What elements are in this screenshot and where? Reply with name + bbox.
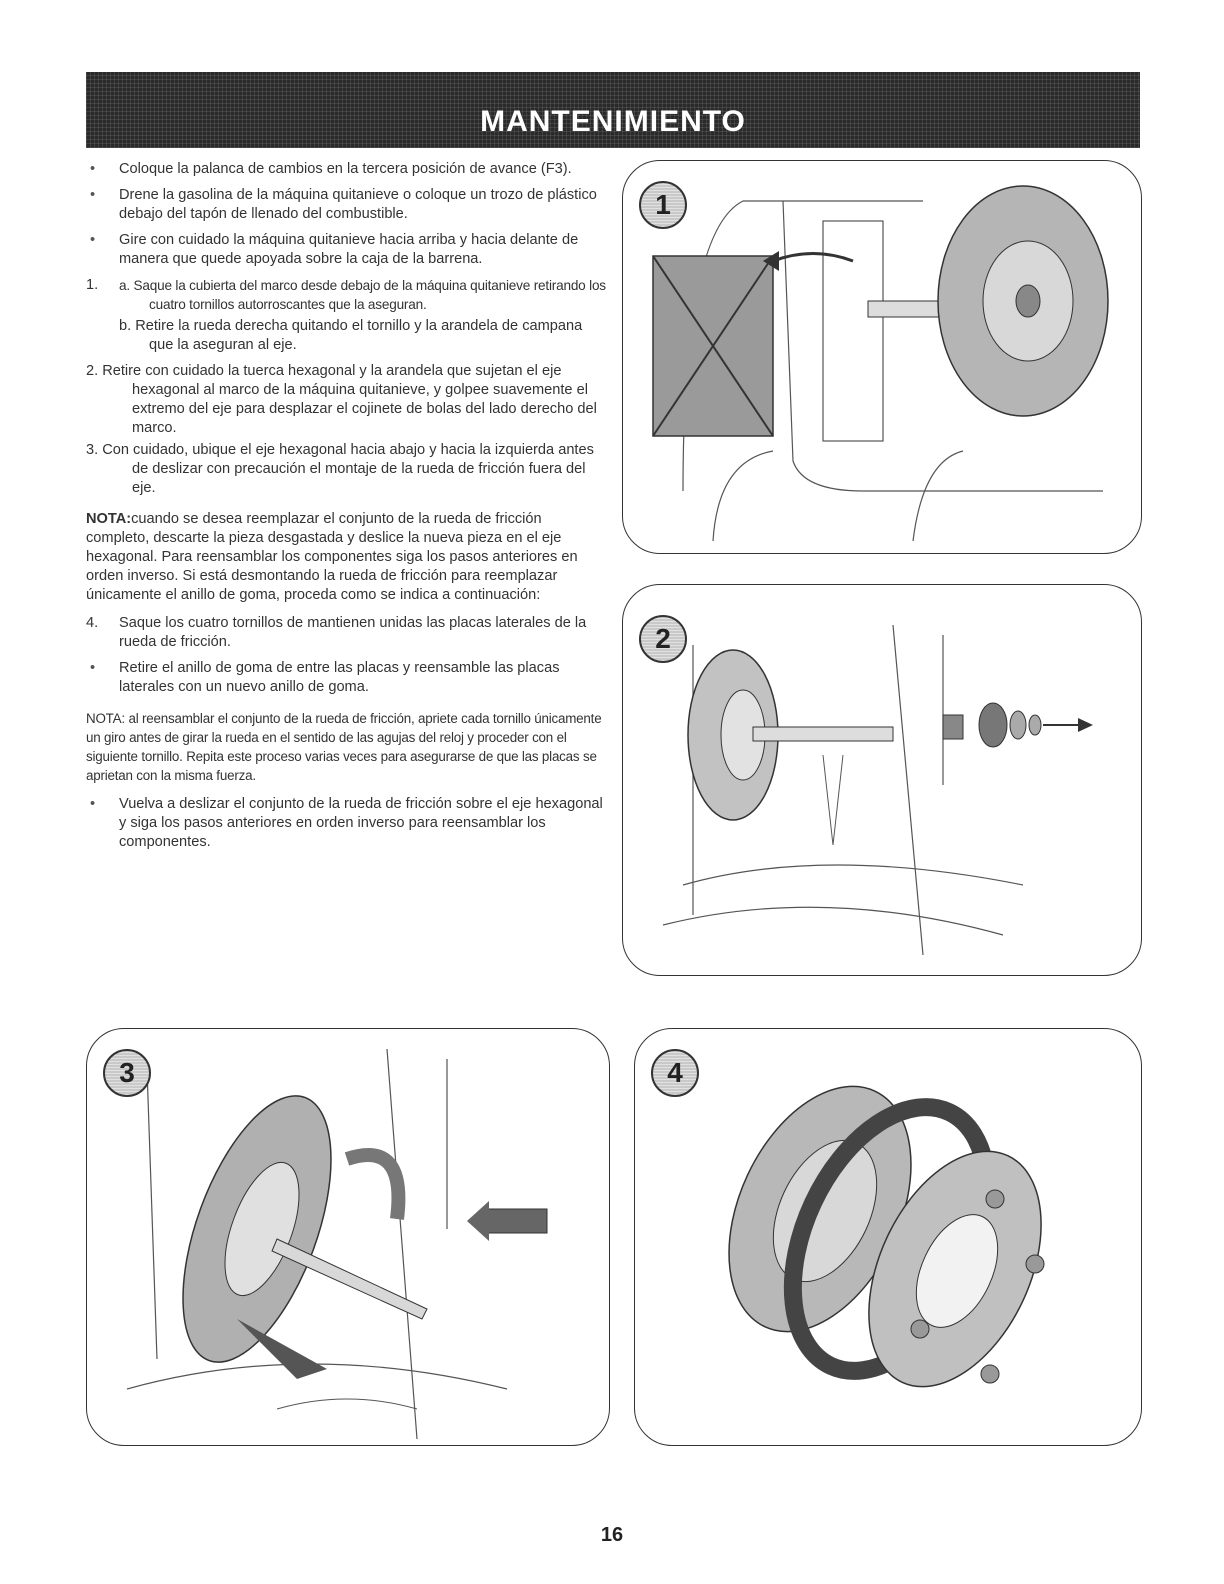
step-1 xyxy=(86,276,608,314)
step-3-wrap xyxy=(86,441,608,498)
figure-2 xyxy=(622,584,1142,976)
bolt xyxy=(1026,1255,1044,1273)
figure-3 xyxy=(86,1028,610,1446)
instructions-column xyxy=(86,160,608,859)
section-title: MANTENIMIENTO xyxy=(480,105,746,138)
spring xyxy=(277,1399,417,1409)
bolt xyxy=(986,1190,1004,1208)
bearing xyxy=(943,715,963,739)
axle xyxy=(868,301,948,317)
bullet-replace-ring: • Retire el anillo de goma de entre las placas y reensamble las placas laterales con un nuevo anillo de goma. xyxy=(86,659,608,697)
figure-4-illustration xyxy=(635,1029,1141,1445)
final-bullet: • Vuelva a deslizar el conjunto de la rueda de fricción sobre el eje hexagonal y siga los pasos anteriores en orden inverso para reensamblar los componentes. xyxy=(86,795,608,852)
figure-1 xyxy=(622,160,1142,554)
step-2: 2. Retire con cuidado la tuerca hexagonal y la arandela que sujetan el eje hexagonal al marco de la máquina quitanieve, y golpee suavemente el extremo del eje para desplazar el cojinete de bolas del lado derecho del marco. xyxy=(86,363,597,436)
hex-shaft xyxy=(753,727,893,741)
figure-2-illustration xyxy=(623,585,1141,975)
figure-1-illustration xyxy=(623,161,1141,553)
intro-bullet-3: • Gire con cuidado la máquina quitanieve hacia arriba y hacia delante de manera que quede apoyada sobre la caja de la barrena. xyxy=(86,231,608,269)
step-1b: b. Retire la rueda derecha quitando el tornillo y la arandela de campana que la aseguran al eje. xyxy=(119,318,583,353)
note-1 xyxy=(86,510,608,605)
note-1-label: NOTA: xyxy=(86,511,132,527)
figure-3-badge: 3 xyxy=(103,1049,151,1097)
bolt xyxy=(911,1320,929,1338)
hex-nut xyxy=(1010,711,1026,739)
arrow-push xyxy=(487,1209,547,1233)
step-1a: a. Saque la cubierta del marco desde debajo de la máquina quitanieve retirando los cuatro tornillos autorroscantes que la aseguran. xyxy=(119,278,606,312)
arrow-rotate xyxy=(347,1155,398,1219)
step-4-marker: 4. xyxy=(86,615,99,631)
washer xyxy=(979,703,1007,747)
section-header-banner xyxy=(86,72,1140,148)
intro-bullet-2: • Drene la gasolina de la máquina quitanieve o coloque un trozo de plástico debajo del tapón de llenado del combustible. xyxy=(86,186,608,224)
intro-bullet-1: • Coloque la palanca de cambios en la tercera posición de avance (F3). xyxy=(86,160,608,179)
figure-3-illustration xyxy=(87,1029,609,1445)
step-1-marker: 1. xyxy=(86,277,99,293)
figure-4 xyxy=(634,1028,1142,1446)
figure-2-badge: 2 xyxy=(639,615,687,663)
figure-4-badge: 4 xyxy=(651,1049,699,1097)
bolt xyxy=(981,1365,999,1383)
note-2: NOTA: al reensamblar el conjunto de la rueda de fricción, apriete cada tornillo únicamente un giro antes de girar la rueda en el sentido de las agujas del reloj y proceder con el siguiente tornillo. Repita este proceso varias veces para asegurarse de que las placas se aprietan con la misma fuerza. xyxy=(86,711,602,783)
note-1-text: cuando se desea reemplazar el conjunto de la rueda de fricción completo, descarte la pieza desgastada y deslice la nueva pieza en el eje hexagonal. Para reensamblar los componentes siga los pasos anteriores en orden inverso. Si está desmontando la rueda de fricción para reemplazar únicamente el anillo de goma, proceda como se indica a continuación: xyxy=(86,511,578,603)
step-4-text: Saque los cuatro tornillos de mantienen unidas las placas laterales de la rueda de fricción. xyxy=(119,615,587,650)
figure-1-badge: 1 xyxy=(639,181,687,229)
step-1b-wrap xyxy=(86,317,608,355)
step-3: 3. Con cuidado, ubique el eje hexagonal hacia abajo y hacia la izquierda antes de deslizar con precaución el montaje de la rueda de fricción fuera del eje. xyxy=(86,442,594,496)
page-number: 16 xyxy=(600,1524,624,1546)
spring xyxy=(823,755,843,845)
step-4 xyxy=(86,614,608,652)
step-2-wrap xyxy=(86,362,608,438)
